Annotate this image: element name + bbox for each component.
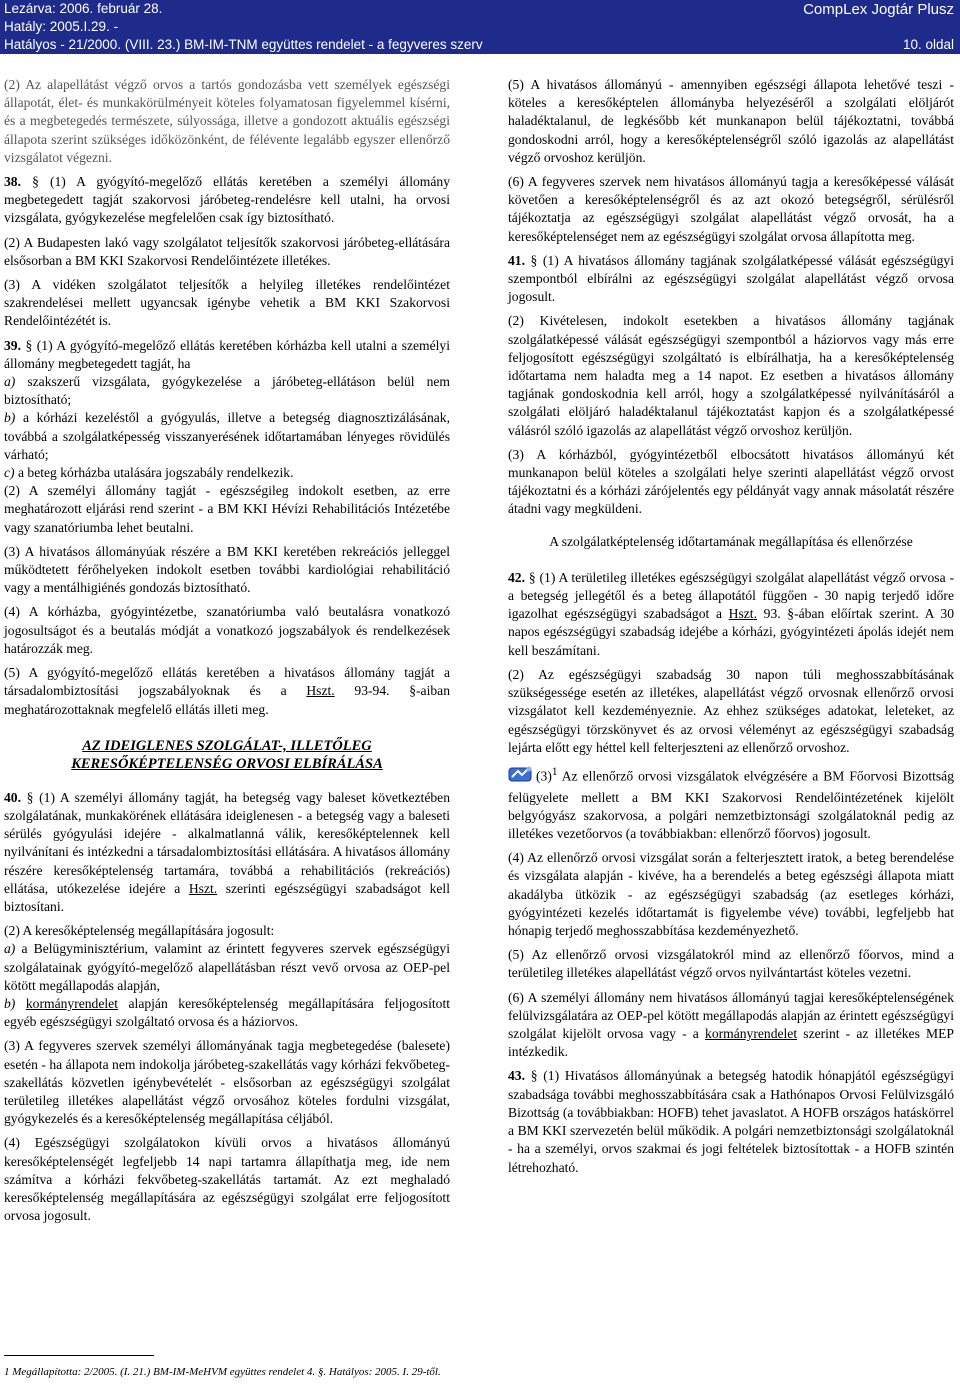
paragraph-text: 93-94. §-aiban meghatározottaknak megfelelő ellátás illeti meg. bbox=[4, 683, 450, 717]
change-marker-icon[interactable] bbox=[508, 765, 534, 788]
subsection-title: A szolgálatképtelenség időtartamának megállapítása és ellenőrzése bbox=[549, 533, 913, 549]
list-text: alapján keresőképtelenség megállapítására feljogosított egyéb egészségügyi szolgáltató orvosa és a háziorvos. bbox=[4, 995, 450, 1030]
paragraph-text: § (1) A személyi állomány tagját, ha betegség vagy baleset következtében szolgálatának, munkakörének ellátására ideiglenesen - a betegség vagy a baleseti sérülés gyógyulási idejére - alkalmatlanná válik, keresőképtelennek kell nyilvánítani és intézkedni a társadalombiztosítási ellátására. A hivatásos állomány részére keresőképtelenség tartamára, továbbá a rehabilitációs (rekreációs) ellátása, utókezelése idejére a bbox=[4, 789, 450, 896]
section-38 bbox=[4, 173, 450, 228]
paragraph: (5) Az ellenőrző orvosi vizsgálatokról mind az ellenőrző főorvos, mind a területileg illetékes alapellátást végző orvos nyilvántartást köteles vezetni. bbox=[508, 947, 954, 981]
list-text: a kórházi kezeléstől a gyógyulás, illetve a betegség diagnosztizálásának, továbbá a szolgálatképesség visszanyerésének időtartamában lényeges rövidülés várható; bbox=[4, 410, 450, 462]
list-label: b) bbox=[4, 995, 16, 1011]
paragraph: (4) Egészségügyi szolgálatokon kívüli orvos a hivatásos állományú keresőképtelenségét legfeljebb 14 napi tartamra állapíthatja meg, ide nem számítva a kórházi fekvőbeteg-szakellátás tartamát. Az ezt meghaladó keresőképtelenség megállapítására az egészségügyi szolgálat erre feljogosított orvosa jogosult. bbox=[4, 1135, 450, 1224]
paragraph-text: szerinti egészségügyi szabadságot kell biztosítani. bbox=[4, 880, 450, 914]
section-heading-line: AZ IDEIGLENES SZOLGÁLAT-, ILLETŐLEG bbox=[82, 737, 372, 754]
section-39 bbox=[4, 337, 450, 373]
list-label: a) bbox=[4, 374, 16, 390]
section-number: 38. bbox=[4, 174, 21, 190]
brand-name: CompLex Jogtár Plusz bbox=[803, 1, 954, 18]
list-item bbox=[4, 464, 450, 482]
paragraph-text: szerint - az illetékes MEP intézkedik. bbox=[508, 1026, 954, 1060]
list-item bbox=[4, 409, 450, 464]
paragraph: (2) A keresőképtelenség megállapítására jogosult: bbox=[4, 923, 275, 939]
hszt-link[interactable]: Hszt. bbox=[728, 606, 757, 622]
document-header bbox=[0, 0, 960, 54]
paragraph-text: § (1) A területileg illetékes egészségügyi szolgálat alapellátást végző orvosa - a betegség jellegétől és a beteg állapotától függően - 30 napig terjedő időre igazolhat egészségügyi szabadságot a bbox=[508, 569, 954, 622]
paragraph: (4) Az ellenőrző orvosi vizsgálat során a felterjesztett iratok, a beteg berendelése és vizsgálata alapján - kivéve, ha a berendelés a beteg egészségi állapota miatt akadályba ütközik - az egészségügyi szabadság (az esetleges kórházi, gyógyintézeti kezelés időtartamát is figyelembe véve) további, legfeljebb hat hónapig terjedő meghosszabbítása kezdeményezhető. bbox=[508, 850, 954, 939]
section-40 bbox=[4, 789, 450, 916]
section-42 bbox=[508, 569, 954, 660]
section-number: 39. bbox=[4, 337, 21, 353]
document-title: Hatályos - 21/2000. (VIII. 23.) BM-IM-TNM együttes rendelet - a fegyveres szerv bbox=[4, 37, 483, 52]
section-number: 41. bbox=[508, 252, 525, 268]
paragraph: (4) A kórházba, gyógyintézetbe, szanatóriumba való beutalásra vonatkozó jogosultságot és a beutalás módját a vonatkozó jogszabályok és rendelkezések határozzák meg. bbox=[4, 604, 450, 656]
list-text: a Belügyminisztérium, valamint az érintett fegyveres szervek egészségügyi szolgálatainak gyógyító-megelőző alapellátásban részt vevő orvosa az OEP-pel kötött megállapodás alapján, bbox=[4, 941, 450, 993]
section-heading-line: KERESŐKÉPTELENSÉG ORVOSI ELBÍRÁLÁSA bbox=[71, 755, 383, 772]
paragraph: (2) Az egészségügyi szabadság 30 napon túli meghosszabbításának szükségessége esetén az illetékes, alapellátást végző orvosnak ellenőrző orvosi vizsgálatot kell kezdeményeznie. Az ehhez szükséges adatokat, leleteket, az egészségügyi törzskönyvet és az orvosi véleményt az egészségügyi szabadság lejárta előtt egy héttel kell felterjeszteni az ellenőrző orvoshoz. bbox=[508, 666, 954, 755]
paragraph: (2) Az alapellátást végző orvos a tartós gondozásba vett személyek egészségi állapotát, élet- és munkakörülményeit köteles folyamatosan figyelemmel kísérni, és a megbetegedés természete, súlyossága, illetve a gondozott aktuális egészségi állapota szerint szükséges időközönként, de félévente legalább egyszer ellenőrző vizsgálatot végezni. bbox=[4, 77, 450, 165]
paragraph-text: § (1) A hivatásos állomány tagjának szolgálatképessé válását egészségügyi szempontból elbírálni az egészségügyi szolgálat alapellátást végző orvosa jogosult. bbox=[508, 252, 954, 305]
kormanyrendelet-link[interactable]: kormányrendelet bbox=[25, 995, 118, 1011]
list-item bbox=[4, 995, 450, 1031]
hszt-link[interactable]: Hszt. bbox=[188, 880, 218, 896]
page-number: 10. oldal bbox=[902, 37, 954, 52]
right-column bbox=[508, 76, 954, 1177]
section-number: 42. bbox=[508, 569, 525, 585]
section-number: 43. bbox=[508, 1068, 525, 1084]
paragraph: (5) A hivatásos állományú - amennyiben egészségi állapota lehetővé teszi - köteles a keresőképtelen állományba helyezéséről a szolgálati elöljárót haladéktalanul, de legkésőbb két munkanapon belül tájékoztatni, továbbá gondoskodni arról, hogy a keresőképtelenségről szóló igazolás az alapellátást végző orvoshoz kerüljön. bbox=[508, 77, 954, 165]
footnote: 1 Megállapította: 2/2005. (I. 21.) BM-IM-MeHVM együttes rendelet 4. §. Hatályos: 2005. I. 29-től. bbox=[4, 1366, 441, 1378]
paragraph: (3) A vidéken szolgálatot teljesítők a helyileg illetékes rendelőintézet szakrendelései mellett ugyancsak igénybe vehetik a BM KKI Szakorvosi Rendelőintézétét is. bbox=[4, 277, 450, 329]
kormanyrendelet-link[interactable]: kormányrendelet bbox=[705, 1026, 798, 1042]
paragraph-text: § (1) A gyógyító-megelőző ellátás keretében kórházba kell utalni a személyi állomány megbetegedett tagját, ha bbox=[4, 337, 450, 371]
paragraph: (2) A Budapesten lakó vagy szolgálatot teljesítők szakorvosi járóbeteg-ellátására elsősorban a BM KKI Szakorvosi Rendelőintézete illetékes. bbox=[4, 234, 450, 268]
footnote-divider bbox=[4, 1355, 154, 1356]
paragraph-text: 93. §-ában előírtak szerint. A 30 napos egészségügyi szabadság idejébe a kórházi, gyógyintézeti ápolás idejét nem kell beszámítani. bbox=[508, 606, 954, 658]
effective-range: Hatály: 2005.I.29. - bbox=[4, 19, 119, 34]
paragraph-amended bbox=[508, 763, 954, 843]
paragraph: (2) Kivételesen, indokolt esetekben a hivatásos állomány tagjának szolgálatképessé válását egészségügyi szempontból a háziorvos vagy más erre feljogosított egészségügyi szolgáltató is elbírálhatja, ha a keresőképtelenség időtartama nem haladta meg a 14 napot. Ez esetben a hivatásos állomány tagjának gondoskodnia kell arról, hogy a szolgálatképessé nyilvánításáról a szolgálati elöljáró haladéktalanul tájékoztatást kapjon és a szolgálatképessé válásról szóló igazolás az alapellátást végző orvoshoz kerüljön. bbox=[508, 313, 954, 438]
list-text: szakszerű vizsgálata, gyógykezelése a járóbeteg-ellátáson belül nem biztosítható; bbox=[4, 374, 450, 408]
left-column bbox=[4, 76, 450, 1225]
paragraph bbox=[4, 664, 450, 719]
paragraph-text: (6) A személyi állomány nem hivatásos állományú tagjai keresőképtelenségének felülvizsgálatára az OEP-pel kötött megállapodás alapján az érintett egészségügyi szolgálat kijelölt orvosa vagy - a bbox=[508, 989, 954, 1042]
list-label: b) bbox=[4, 410, 16, 426]
footnote-ref[interactable]: 1 bbox=[551, 765, 558, 778]
list-item bbox=[4, 940, 450, 995]
paragraph-text: § (1) Hivatásos állományúnak a betegség hatodik hónapjától egészségügyi szabadsága további meghosszabbítására csak a Hathónapos Orvosi Felülvizsgáló Bizottság (a továbbiakban: HOFB) tehet javaslatot. A HOFB országos hatáskörrel a BM KKI szervezetén belül működik. A polgári nemzetbiztonsági szolgálatoknál - ha a személyi, orvos szakmai és jogi feltételek biztosítottak - a HOFB szintén létrehozható. bbox=[508, 1068, 954, 1175]
paragraph: (3) A kórházból, gyógyintézetből elbocsátott hivatásos állományú két munkanapon belül köteles a szolgálati helye szerinti alapellátást végző orvost tájékoztatni és a kórházi zárójelentés egy példányát vagy annak másolatát részére átadni vagy megküldeni. bbox=[508, 446, 954, 517]
paragraph-text: (5) A gyógyító-megelőző ellátás keretében a hivatásos állomány tagját a társadalombiztosítási jogszabályoknak és a bbox=[4, 665, 450, 699]
section-41 bbox=[508, 252, 954, 307]
paragraph bbox=[508, 989, 954, 1062]
section-43 bbox=[508, 1067, 954, 1176]
paragraph-label: (3) bbox=[536, 768, 552, 784]
paragraph-text: § (1) A gyógyító-megelőző ellátás keretében a személyi állomány megbetegedett tagját szakorvosi járóbeteg-rendelésre kell utalni, ha orvosi vizsgálata, gyógykezelése megfelelően csak így biztosítható. bbox=[4, 174, 450, 226]
paragraph: (3) A hivatásos állományúak részére a BM KKI keretében rekreációs jelleggel működtetett férőhelyeken indokolt esetben további kardiológiai rehabilitáció vagy a mentálhigiénés gondozás biztosítható. bbox=[4, 543, 450, 596]
section-number: 40. bbox=[4, 789, 21, 805]
paragraph: (6) A fegyveres szervek nem hivatásos állományú tagja a keresőképessé válását követően a keresőképtelenségről és az azt okozó betegségről, sérülésről tájékoztatja az egészségügyi szolgálat alapellátást végző orvosát, ha a keresőképtelenséget nem az egészségügyi szolgálat orvosa állapította meg. bbox=[508, 174, 954, 244]
list-item bbox=[4, 373, 450, 409]
paragraph: (2) A személyi állomány tagját - egészségileg indokolt esetben, az erre meghatározott eljárási rend szerint - a BM KKI Hévízi Rehabilitációs Intézetébe vagy szanatóriumba lehet beutalni. bbox=[4, 483, 450, 535]
list-text: a beteg kórházba utalására jogszabály rendelkezik. bbox=[14, 465, 294, 481]
paragraph: (3) A fegyveres szervek személyi állományának tagja megbetegedése (balesete) esetén - ha állapota nem indokolja járóbeteg-szakellátás vagy kórházi fekvőbeteg-szakellátás közvetlen igénybevételét - elsősorban az egészségügyi szolgálat területileg illetékes alapellátást végző orvosához köteles fordulni vizsgálat, gyógykezelés és a keresőképtelenség megállapítása céljából. bbox=[4, 1038, 450, 1127]
list-label: c) bbox=[4, 465, 15, 481]
hszt-link[interactable]: Hszt. bbox=[306, 683, 335, 699]
section-heading bbox=[4, 737, 450, 773]
closing-date: Lezárva: 2006. február 28. bbox=[4, 1, 163, 16]
paragraph-text: Az ellenőrző orvosi vizsgálatok elvégzésére a BM Főorvosi Bizottság felügyelete mellett a BM KKI Szakorvosi Rendelőintézetének kijelölt belgyógyász szakorvosa, a polgári nemzetbiztonsági szolgálatoknál pedig az illetékes vezetőorvos (a továbbiakban: ellenőrző főorvos) jogosult. bbox=[508, 768, 954, 842]
list-label: a) bbox=[4, 941, 16, 957]
